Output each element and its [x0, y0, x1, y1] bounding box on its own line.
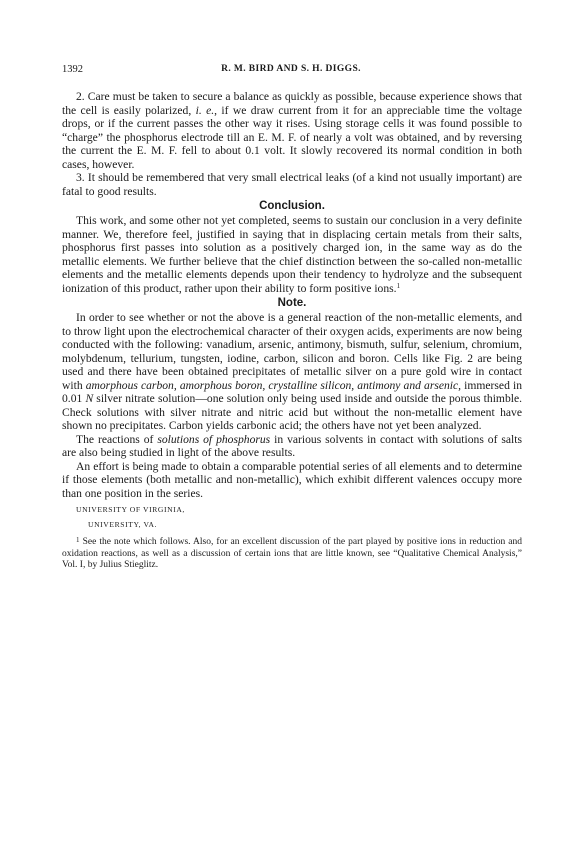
- note-p1-text-b: immersed in 0.01: [62, 378, 522, 405]
- footnote-marker: 1: [76, 536, 80, 544]
- note-p1-text-a: In order to see whether or not the above is a general reaction of the non-metallic elements, and to throw light upon the electrochemical character of their oxygen acids, experiments are now being conducted with the following: vanadium, arsenic, antimony, bismuth, sulfur, selenium, chromium, molybdenum, tellurium, tungsten, iodine, carbon, silicon and boron. Cells like Fig. 2 are being used and there have been obtained precipitates of metallic silver on a pure gold wire in contact with: [62, 311, 522, 392]
- note-p1-text-c: silver nitrate solution—one solution only being used inside and outside the porous thimble. Check solutions with silver nitrate and nitric acid but without the non-metallic element have shown no precipitates. Carbon yields carbonic acid; the others have not yet been analyzed.: [62, 392, 523, 432]
- affiliation-line-1: UNIVERSITY OF VIRGINIA,: [76, 505, 185, 514]
- item-2: [62, 90, 522, 171]
- item-2-text-a: Care must be taken to secure a balance as quickly as possible, because experience shows that the cell is easily polarized,: [62, 90, 522, 117]
- note-paragraph-3: An effort is being made to obtain a comparable potential series of all elements and to determine if those elements (both metallic and non-metallic), which exhibit different valences occupy more than one position in the series.: [62, 459, 522, 500]
- item-2-ie: i. e.: [195, 103, 215, 117]
- footnote: [62, 537, 522, 572]
- page-header: [62, 64, 520, 78]
- conclusion-heading: Conclusion.: [259, 200, 325, 212]
- item-2-text-b: , if we draw current from it for an appreciable time the voltage drops, or if the current passes the other way it rises. Using storage cells it was found possible to “charge” the phosphorus electrode till an E. M. F. of nearly a volt was obtained, and by reversing the current the E. M. F. fell to about 0.1 volt. It slowly recovered its normal condition in both cases, however.: [62, 103, 522, 171]
- page-number: 1392: [62, 64, 83, 75]
- article-body: [62, 90, 522, 572]
- affiliation-line-2: UNIVERSITY, VA.: [88, 520, 158, 529]
- note-p2-italic: solutions of phosphorus: [157, 432, 271, 446]
- note-paragraph-2: [62, 433, 522, 460]
- item-3-text: It should be remembered that very small electrical leaks (of a kind not usually important) are fatal to good results.: [62, 171, 522, 198]
- note-p1-normality: N: [85, 392, 94, 405]
- note-p1-italic: amorphous carbon, amorphous boron, crystalline silicon, antimony and arsenic,: [85, 378, 462, 392]
- item-2-number: 2.: [76, 90, 85, 103]
- running-head: R. M. BIRD AND S. H. DIGGS.: [221, 64, 361, 74]
- item-3: [62, 171, 522, 198]
- item-3-number: 3.: [76, 171, 85, 184]
- footnote-reference: 1: [396, 281, 401, 290]
- note-p2-text-a: The reactions of: [76, 432, 158, 446]
- conclusion-text: This work, and some other not yet completed, seems to sustain our conclusion in a very definite manner. We, therefore feel, justified in saying that in displacing certain metals from their salts, phosphorus first passes into solution as a positively charged ion, in the same way as do the metallic elements. We further believe that the chief distinction between the so-called non-metallic elements and the metallic elements depends upon their tendency to hydrolyze and the subsequent ionization of this product, rather upon their ability to form positive ions.: [62, 214, 522, 295]
- note-paragraph-1: [62, 311, 522, 433]
- conclusion-paragraph: [62, 214, 522, 295]
- note-p2-text-b: in various solvents in contact with solutions of salts are also being studied in light of the above results.: [62, 432, 522, 459]
- note-heading: Note.: [277, 297, 307, 309]
- footnote-text: See the note which follows. Also, for an excellent discussion of the part played by positive ions in reduction and oxidation reactions, as well as a discussion of certain ions that are little known, see “Qualitative Chemical Analysis,” Vol. I, by Julius Stieglitz.: [62, 537, 523, 570]
